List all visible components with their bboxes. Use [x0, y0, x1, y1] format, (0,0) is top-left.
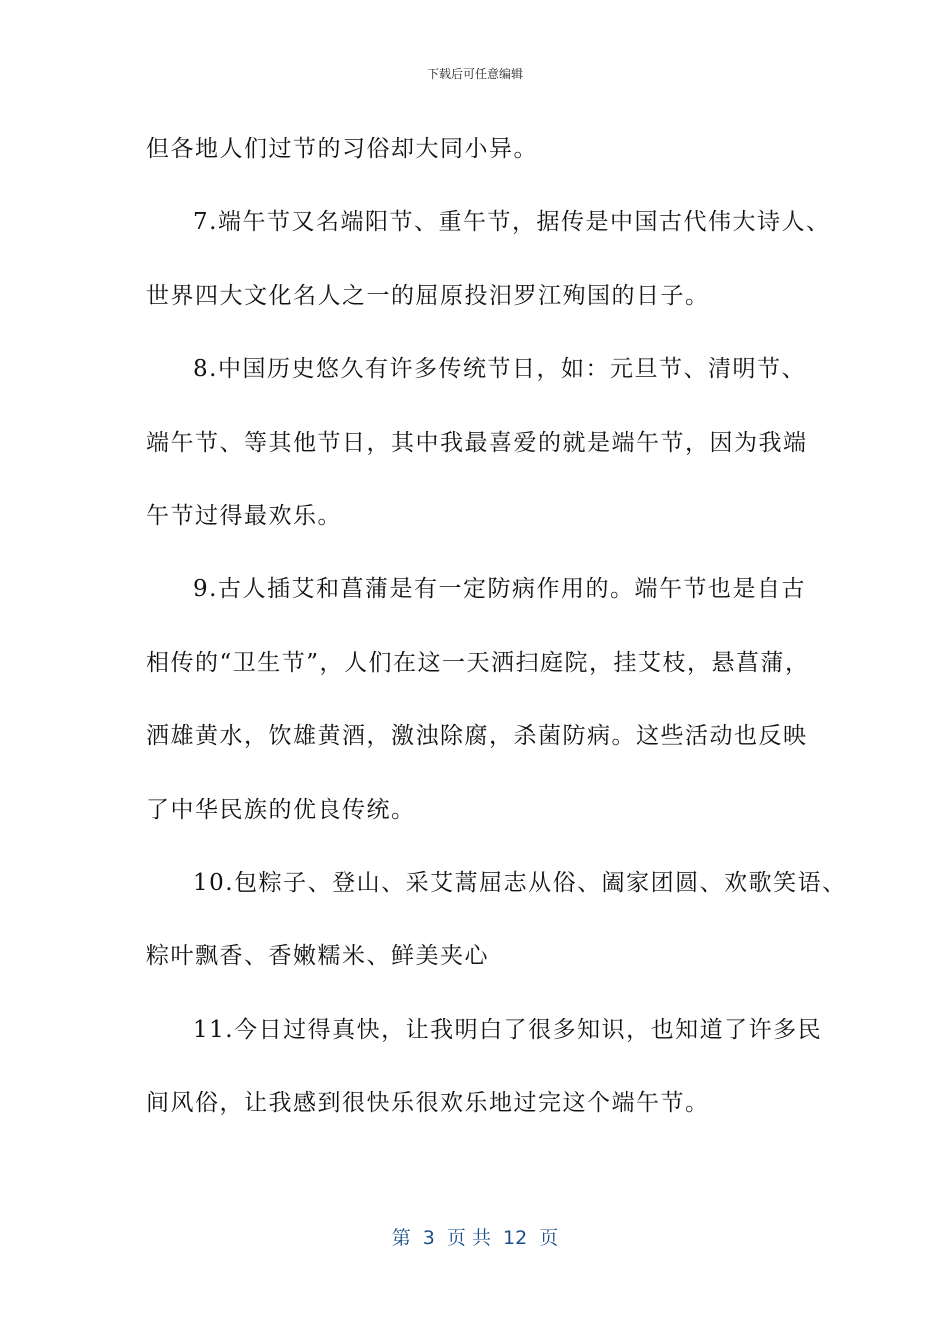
page-footer-pagination: 第 3 页 共 12 页	[391, 1227, 559, 1249]
text-line: 但各地人们过节的习俗却大同小异。	[146, 136, 538, 162]
text-line: 粽叶飘香、香嫩糯米、鲜美夹心	[146, 943, 489, 970]
text-line: 间风俗，让我感到很快乐很欢乐地过完这个端午节。	[146, 1090, 710, 1117]
text-line: 端午节、等其他节日，其中我最喜爱的就是端午节，因为我端	[146, 429, 808, 456]
text-line: 洒雄黄水，饮雄黄酒，激浊除腐，杀菌防病。这些活动也反映	[146, 723, 808, 750]
text-line: 10.包粽子、登山、采艾蒿屈志从俗、阖家团圆、欢歌笑语、	[193, 869, 847, 896]
text-line: 世界四大文化名人之一的屈原投汨罗江殉国的日子。	[146, 282, 710, 309]
page-header: 下载后可任意编辑	[426, 67, 523, 81]
text-line: 11.今日过得真快，让我明白了很多知识，也知道了许多民	[193, 1016, 823, 1043]
text-line: 8.中国历史悠久有许多传统节日，如：元旦节、清明节、	[193, 356, 806, 383]
text-line: 相传的“卫生节”，人们在这一天洒扫庭院，挂艾枝，悬菖蒲，	[146, 649, 810, 676]
document-body	[146, 113, 847, 1140]
text-line: 了中华民族的优良传统。	[146, 796, 416, 823]
text-line: 7.端午节又名端阳节、重午节，据传是中国古代伟大诗人、	[193, 209, 831, 236]
text-line: 9.古人插艾和菖蒲是有一定防病作用的。端午节也是自古	[193, 576, 806, 603]
text-line: 午节过得最欢乐。	[146, 502, 342, 529]
